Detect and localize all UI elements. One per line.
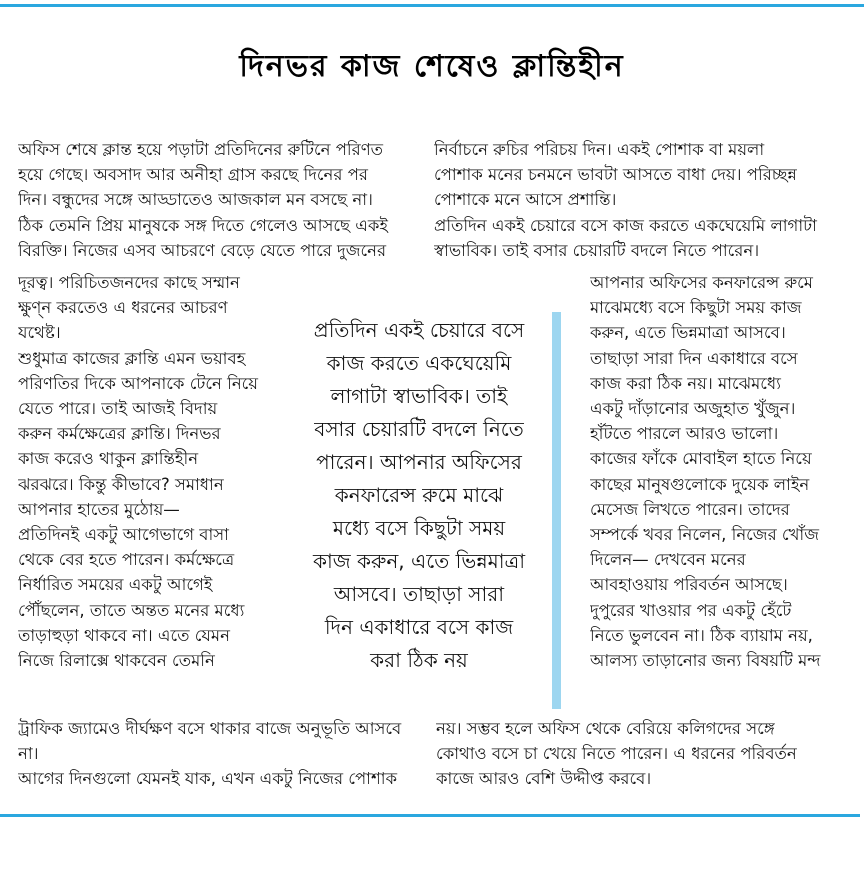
text-line: আপনার হাতের মুঠোয়— xyxy=(18,499,180,519)
text-line: হয়ে গেছে। অবসাদ আর অনীহা গ্রাস করছে দিনের পর xyxy=(18,165,368,185)
text-line: অফিস শেষে ক্লান্ত হয়ে পড়াটা প্রতিদিনের রুটিনে পরিণত xyxy=(18,140,384,159)
text-line: তাড়াহুড়া থাকবে না। এতে যেমন xyxy=(18,625,230,645)
text-line: নির্ধারিত সময়ের একটু আগেই xyxy=(18,575,213,595)
pull-quote-line: পারেন। আপনার অফিসের xyxy=(316,450,522,474)
text-line: ঠিক তেমনি প্রিয় মানুষকে সঙ্গ দিতে গেলেও আসছে একই xyxy=(18,215,388,235)
pull-quote-line: আসবে। তাছাড়া সারা xyxy=(333,582,505,606)
text-line: কোথাও বসে চা খেয়ে নিতে পারেন। এ ধরনের পরিবর্তন xyxy=(436,744,797,764)
text-line: ঝরঝরে। কিন্তু কীভাবে? সমাধান xyxy=(18,474,224,494)
text-line: একটু দাঁড়ানোর অজুহাত খুঁজুন। xyxy=(590,399,796,419)
text-line: যেতে পারে। তাই আজই বিদায় xyxy=(18,399,218,419)
text-line: ক্ষুণ্ন করতেও এ ধরনের আচরণ xyxy=(18,298,228,318)
text-line: কাজ করেও থাকুন ক্লান্তিহীন xyxy=(18,449,199,469)
text-line: দিন। বন্ধুদের সঙ্গে আড্ডাতেও আজকাল মন বসছে না। xyxy=(18,190,373,210)
pull-quote-line: বসার চেয়ারটি বদলে নিতে xyxy=(314,417,524,441)
text-line: পোশাক মনের চনমনে ভাবটা আসতে বাধা দেয়। পরিচ্ছন্ন xyxy=(434,165,797,185)
text-line: থেকে বের হতে পারেন। কর্মক্ষেত্রে xyxy=(18,550,235,570)
text-line: নিতে ভুলবেন না। ঠিক ব্যায়াম নয়, xyxy=(590,625,813,645)
text-line: কাজ করা ঠিক নয়। মাঝেমধ্যে xyxy=(590,373,781,393)
top-rule xyxy=(0,4,864,7)
pull-quote xyxy=(290,314,548,677)
text-line: প্রতিদিন একই চেয়ারে বসে কাজ করতে একঘেয়েমি লাগাটা xyxy=(434,215,817,235)
text-line: আগের দিনগুলো যেমনই যাক, এখন একটু নিজের পোশাক xyxy=(18,769,398,789)
text-line: পৌঁছলেন, তাতে অন্তত মনের মধ্যে xyxy=(18,600,245,620)
text-line: আপনার অফিসের কনফারেন্স রুমে xyxy=(590,273,813,292)
text-line: করুন কর্মক্ষেত্রের ক্লান্তি। দিনভর xyxy=(18,424,221,444)
body-column-bottom-right xyxy=(436,716,840,792)
body-column-middle-left xyxy=(18,270,280,673)
text-line: স্বাভাবিক। তাই বসার চেয়ারটি বদলে নিতে পারেন। xyxy=(434,240,760,260)
pull-quote-line: দিন একাধারে বসে কাজ xyxy=(324,615,514,639)
text-line: কাজের ফাঁকে মোবাইল হাতে নিয়ে xyxy=(590,449,812,469)
text-line: করুন, এতে ভিন্নমাত্রা আসবে। xyxy=(590,323,786,343)
text-line: আবহাওয়ায় পরিবর্তন আসছে। xyxy=(590,575,788,595)
text-line: নিজে রিলাক্সে থাকবেন তেমনি xyxy=(18,651,215,671)
text-line: ট্রাফিক জ্যামেও দীর্ঘক্ষণ বসে থাকার বাজে অনুভূতি আসবে xyxy=(18,719,402,738)
pull-quote-line: মধ্যে বসে কিছুটা সময় xyxy=(332,516,506,540)
text-line: হাঁটতে পারলে আরও ভালো। xyxy=(590,424,779,444)
pull-quote-line: করা ঠিক নয় xyxy=(370,648,468,672)
text-line: দিলেন— দেখবেন মনের xyxy=(590,550,746,570)
text-line: আলস্য তাড়ানোর জন্য বিষয়টি মন্দ xyxy=(590,651,821,671)
body-column-top-right xyxy=(434,137,838,263)
text-line: শুধুমাত্র কাজের ক্লান্তি এমন ভয়াবহ xyxy=(18,348,246,368)
body-column-middle-right xyxy=(590,270,852,673)
text-line: যথেষ্ট। xyxy=(18,323,61,343)
pull-quote-line: কনফারেন্স রুমে মাঝে xyxy=(334,483,504,507)
body-column-top-left xyxy=(18,137,414,263)
text-line: না। xyxy=(18,744,39,764)
text-line: তাছাড়া সারা দিন একাধারে বসে xyxy=(590,348,798,368)
text-line: পোশাকে মনে আসে প্রশান্তি। xyxy=(434,190,617,210)
headline: দিনভর কাজ শেষেও ক্লান্তিহীন xyxy=(239,49,625,84)
pull-quote-line: কাজ করুন, এতে ভিন্নমাত্রা xyxy=(312,549,526,573)
text-line: মাঝেমধ্যে বসে কিছুটা সময় কাজ xyxy=(590,298,802,318)
body-column-bottom-left xyxy=(18,716,422,792)
text-line: কাছের মানুষগুলোকে দুয়েক লাইন xyxy=(590,474,810,494)
text-line: নয়। সম্ভব হলে অফিস থেকে বেরিয়ে কলিগদের সঙ্গে xyxy=(436,719,775,738)
text-line: দূরত্ব। পরিচিতজনদের কাছে সম্মান xyxy=(18,273,240,292)
pull-quote-bar xyxy=(552,312,561,709)
text-line: পরিণতির দিকে আপনাকে টেনে নিয়ে xyxy=(18,373,259,393)
bottom-rule xyxy=(0,814,860,817)
pull-quote-line: কাজ করতে একঘেয়েমি xyxy=(326,351,512,375)
text-line: মেসেজ লিখতে পারেন। তাদের xyxy=(590,499,790,519)
pull-quote-line: প্রতিদিন একই চেয়ারে বসে xyxy=(313,318,525,342)
text-line: নির্বাচনে রুচির পরিচয় দিন। একই পোশাক বা ময়লা xyxy=(434,140,765,159)
text-line: দুপুরের খাওয়ার পর একটু হেঁটে xyxy=(590,600,792,620)
text-line: কাজে আরও বেশি উদ্দীপ্ত করবে। xyxy=(436,769,652,789)
pull-quote-line: লাগাটা স্বাভাবিক। তাই xyxy=(330,384,508,408)
text-line: সম্পর্কে খবর নিলেন, নিজের খোঁজ xyxy=(590,525,819,545)
text-line: বিরক্তি। নিজের এসব আচরণে বেড়ে যেতে পারে দুজনের xyxy=(18,240,387,260)
text-line: প্রতিদিনই একটু আগেভাগে বাসা xyxy=(18,525,229,545)
